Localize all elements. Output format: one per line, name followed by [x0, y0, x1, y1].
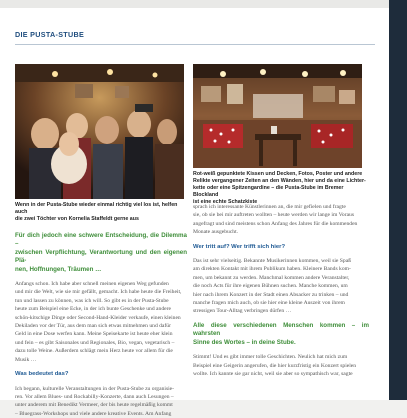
body-line: heute zum Beispiel eine Ecke, in der ich bunte Geschenke und andere — [15, 306, 171, 313]
body-line: sprach ich interessante Künstlerinnen an, die mir gefielen und fragte — [193, 204, 346, 210]
left-text-column — [15, 232, 187, 418]
body-line: Beispiel eine Geigerin angerufen, die hier kurzfristig ein Konzert spielen — [193, 362, 357, 369]
body-line: dazu tolle Weine. Außerdem schlägt mein Herz heute vor allem für die — [15, 348, 173, 355]
body-line: Ich begann, kulturelle Veranstaltungen in der Pusta-Stube zu organisie- — [15, 385, 175, 392]
section-title: DIE PUSTA-STUBE — [15, 30, 85, 39]
body-line: am direkten Kontakt mit ihrem Publikum haben. Kleinere Bands kom- — [193, 266, 351, 273]
body-line: Monate ausgebucht. — [193, 229, 239, 236]
photo-right-interior — [193, 64, 362, 168]
body-line: stressigen Tour-Alltag verbringen dürfen … — [193, 308, 292, 315]
body-line: Dekiladen vor der Tür, aus dem man sich etwas mitnehmen und dafür — [15, 323, 171, 330]
caption-line: kette oder eine Spitzengardine – die Pusta-Stube im Bremer Blockland — [193, 185, 344, 198]
body-line: die noch Acts für ihre eigenen Bühnen suchen. Manche kommen, um — [193, 283, 348, 290]
body-line: unter anderem mit Benedikt Vermeer, der bis heute regelmäßig kommt — [15, 402, 173, 409]
body-line: men, um bekannt zu werden. Manchmal kommen andere Veranstalter, — [193, 274, 350, 281]
top-bar — [0, 0, 407, 8]
body-line: – Bluegrass-Workshops und viele andere kreative Events. Am Anfang — [15, 410, 172, 417]
caption-line: Wenn in der Pusta-Stube wieder einmal richtig viel los ist, helfen auch — [15, 202, 178, 215]
body-line: und mir die Welt, wie sie mir gefällt, gemacht. Ich habe heute die Freiheit, — [15, 289, 182, 296]
body-line: Stimmt! Und es gibt immer tolle Geschichten. Neulich hat mich zum — [193, 354, 348, 361]
interview-question: zwischen Verpflichtung, Verantwortung und den eigenen Plä- — [15, 248, 187, 265]
photo-right-caption — [193, 171, 369, 206]
section-rule — [15, 44, 375, 45]
body-line: ren. Vor allem Blues- und Rockabilly-Konzerte, dann auch Lesungen – — [15, 393, 174, 400]
interview-question: Wer tritt auf? Wer trifft sich hier? — [193, 243, 286, 250]
interview-question: Alle diese verschiedenen Menschen kommen – im wahrsten — [193, 321, 369, 338]
body-line: sie, ob sie bei mir auftreten wollten – heute werden wir lange im Voraus — [193, 212, 355, 219]
interview-question: nen, Hoffnungen, Träumen … — [15, 265, 102, 273]
body-line: wollte. Ich kannte sie gar nicht, weil sie aber so sympathisch war, sagte — [193, 370, 353, 377]
body-line: manche fragen mich auch, ob sie hier eine kleine Auszeit von ihrem — [193, 300, 345, 307]
page-edge-strip — [389, 0, 407, 400]
photo-left-crowd — [15, 64, 184, 199]
body-line: Das ist sehr vielseitig. Bekannte Musikerinnen kommen, weil sie Spaß — [193, 258, 351, 265]
right-text-column — [193, 203, 369, 378]
interview-question: Sinne des Wortes – in deine Stube. — [193, 338, 296, 346]
body-line: und fein – es gibt Saisonales und Regionales, Bio, vegan, vegetarisch – — [15, 339, 175, 346]
caption-line: die zwei Töchter von Kornelia Staffeldt gerne aus — [15, 216, 139, 222]
body-line: Geld in eine Dose werfen kann. Meine Speisekarte ist heute eher klein — [15, 331, 173, 338]
interview-question: Was bedeutet das? — [15, 371, 69, 378]
caption-line: ist eine echte Schatzkiste — [193, 199, 258, 205]
body-line: schön-kitschige Dinge oder Second-Hand-Kleider verkaufe, einen kleinen — [15, 314, 181, 321]
body-line: Musik … — [15, 356, 37, 363]
photo-left-caption — [15, 202, 185, 223]
caption-line: Rot-weiß gepunktete Kissen und Decken, Fotos, Poster und andere — [193, 171, 363, 177]
body-line: tun und lassen zu können, was ich will. So gibt es in der Pusta-Stube — [15, 297, 169, 304]
body-line: angefragt und sind meistens schon Anfang des Jahres für die kommenden — [193, 220, 358, 227]
body-line: Anfangs schon. Ich habe aber schnell meinen eigenen Weg gefunden — [15, 281, 169, 288]
body-line: hier nach ihrem Konzert in der Stadt einen Absacker zu trinken – und — [193, 291, 349, 298]
caption-line: Relikte vergangener Zeiten an den Wänden, hier und da eine Lichter- — [193, 178, 366, 184]
interview-question: Für dich jedoch eine schwere Entscheidung, die Dilemma – — [15, 232, 187, 248]
